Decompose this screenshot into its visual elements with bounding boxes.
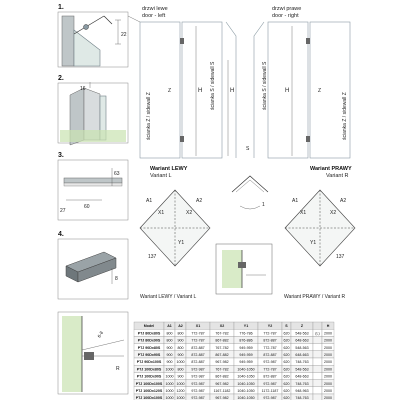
right-x1: X1 [300,210,307,216]
table-cell-text: 620 [283,360,290,365]
height-label-right: H [285,88,290,94]
table-cell-text: 972-987 [191,367,205,372]
table-cell-text: 800 [166,331,173,336]
right-y1: Y1 [310,240,317,246]
table-cell-text: 1000 [165,381,174,386]
table-cell-text: (L) [315,331,320,336]
table-cell [313,387,322,394]
table-cell-text: 748-763 [295,381,309,386]
table-cell-text: 772-787 [191,338,205,343]
table-cell-text: 2000 [324,331,332,336]
step-3-dim-b: 27 [60,208,66,214]
left-137: 137 [148,254,157,260]
table-cell-text: 1040-1050 [237,389,255,393]
profile-bar [64,178,122,183]
sidewall-z-label-left: ścianka Z / sidewall Z [146,92,152,140]
table-cell-text: 772-787 [263,367,277,372]
door-right-label-2: door - right [272,13,299,19]
table-cell-text: 2000 [324,367,332,372]
table-cell-text: 648-663 [295,338,309,343]
table-model-name: PTJ 100Dx120S [135,389,163,393]
table-cell-text: 2000 [324,389,332,393]
table-header-text: Y1 [243,324,249,329]
table-cell-text: 872-887 [263,374,277,379]
table-cell-text: 900 [166,360,173,365]
spec-table [134,322,334,400]
table-cell-text: 1000 [165,374,174,379]
screw-icon [84,25,89,30]
table-cell [313,365,322,372]
step-4-dim: 8 [115,276,118,282]
table-header-text: S [285,324,288,329]
table-cell-text: 767-782 [215,345,229,350]
height-label-left: H [198,88,203,94]
right-x2: X2 [330,210,337,216]
table-header-text: Model [143,324,155,329]
table-cell-text: 900 [166,345,173,350]
table-cell-text: 972-987 [191,396,205,400]
table-cell-text: 748-763 [295,360,309,365]
table-cell-text: 872-887 [191,345,205,350]
variant-right-bottom: Wariant PRAWY / Variant R [284,294,346,300]
table-cell-text: 948-963 [295,389,309,393]
table-header-text: A2 [178,324,183,329]
door-left-label-2: door - left [142,13,166,19]
table-cell-text: 1040-1050 [237,367,255,372]
table-cell-text: 620 [283,381,290,386]
table-cell-text: 900 [166,353,173,357]
table-cell-text: 900 [177,353,184,357]
table-cell-text: 949-959 [239,360,253,365]
table-cell-text: 620 [283,396,290,400]
table-cell-text: 620 [283,353,290,357]
table-cell-text: 2000 [324,381,332,386]
table-cell-text: 972-987 [191,381,205,386]
variant-right-title-2: Variant R [326,173,349,179]
table-cell-text: 767-782 [215,331,229,336]
step-2 [58,75,128,145]
table-cell-text: 620 [283,345,290,350]
door-left-label-1: drzwi lewe [142,6,168,12]
table-cell-text: 620 [283,374,290,379]
table-cell-text: 620 [283,331,290,336]
bottom-detail-dim: 6-8 [96,330,105,339]
table-cell-text: 620 [283,389,290,393]
table-cell [313,372,322,379]
corner-plan-top [232,176,268,192]
sidewall-z-label-right: ścianka Z / sidewall Z [342,92,348,140]
table-header-text: A1 [167,324,172,329]
table-cell-text: 872-887 [191,353,205,357]
table-cell [313,394,322,400]
floor-area [60,130,126,142]
table-cell-text: 900 [177,338,184,343]
table-cell-text: 767-782 [215,367,229,372]
table-cell-text: 772-787 [263,331,277,336]
height-label-center: H [230,88,235,94]
table-header-cell [313,322,322,329]
table-model-name: PTJ 90Dx80S [137,345,161,350]
table-cell-text: 900 [177,374,184,379]
table-cell-text: 548-563 [295,367,309,372]
left-a2: A2 [196,198,203,204]
step-1-number: 1. [58,4,64,11]
table-cell-text: 867-882 [215,338,229,343]
table-cell-text: 748-763 [295,396,309,400]
table-cell-text: 776-786 [239,331,253,336]
table-model-name: PTJ 80Dx90S [137,338,161,343]
right-a2: A2 [340,198,347,204]
variant-left-bottom: Wariant LEWY / Variant L [140,294,197,300]
table-cell-text: 800 [177,331,184,336]
table-cell-text: 772-787 [263,345,277,350]
table-cell-text: 967-982 [215,381,229,386]
step-4 [58,231,128,299]
right-a1: A1 [292,198,299,204]
left-x1: X1 [158,210,165,216]
left-y1: Y1 [178,240,185,246]
step-3-dim-c: 60 [84,204,90,210]
table-cell-text: 2000 [324,338,332,343]
dim-label-1: 1 [262,202,265,208]
s-label: S [246,146,250,152]
bottom-detail [58,312,128,394]
table-cell-text: 800 [177,345,184,350]
variant-right-title-1: Wariant PRAWY [310,166,352,172]
table-cell-text: 972-987 [263,360,277,365]
table-model-name: PTJ 100Dx100S [135,381,163,386]
step-1 [58,4,128,67]
step-2-number: 2. [58,75,64,82]
table-cell [313,380,322,387]
step-3-dim-a: 63 [114,171,120,177]
table-model-name: PTJ 90Dx90S [137,353,161,357]
table-cell-text: 872-887 [191,360,205,365]
table-cell-text: 1167-1182 [213,389,231,393]
left-a1: A1 [146,198,153,204]
step-4-number: 4. [58,231,64,238]
table-model-name: PTJ 100Dx80S [136,367,162,372]
table-cell-text: 1000 [176,381,185,386]
table-cell-text: 1000 [165,396,174,400]
table-cell-text: 1000 [176,396,185,400]
table-cell-text: 2000 [324,353,332,357]
table-cell-text: 800 [177,367,184,372]
table-cell-text: 967-982 [215,396,229,400]
z-label-right: Z [318,88,322,94]
table-cell-text: 972-987 [263,381,277,386]
step-3 [58,152,128,220]
table-cell-text: 876-886 [239,338,253,343]
table-cell-text: 949-959 [239,345,253,350]
table-cell-text: 2000 [324,374,332,379]
table-cell-text: 972-987 [191,374,205,379]
step-3-number: 3. [58,152,64,159]
table-cell-text: 1040-1050 [237,396,255,400]
table-model-name: PTJ 100Dx90S [136,374,162,379]
table-model-name: PTJ 90Dx100S [136,360,162,365]
table-header-text: X2 [219,324,225,329]
table-cell-text: 648-663 [295,353,309,357]
variant-left-title-1: Wariant LEWY [150,166,188,172]
table-cell-text: 867-882 [215,353,229,357]
z-label-left: Z [168,88,172,94]
step-2-dim: 16 [80,86,86,92]
table-cell-text: 648-663 [295,374,309,379]
table-cell-text: 1172-1187 [261,389,279,393]
table-header-text: H [326,324,330,329]
table-cell [313,344,322,351]
table-model-name: PTJ 100Dx100S [135,396,163,400]
table-cell-text: 620 [283,367,290,372]
sidewall-s-label-left: ścianka S / sidewall S [210,61,216,110]
table-cell-text: 548-563 [295,345,309,350]
table-cell-text: 620 [283,338,290,343]
table-cell-text: 1000 [176,360,185,365]
table-header-text: Y2 [267,324,273,329]
table-cell [313,358,322,365]
table-model-name: PTJ 80Dx80S [137,331,161,336]
table-cell-text: 972-987 [191,389,205,393]
right-137: 137 [336,254,345,260]
table-cell [313,336,322,343]
table-cell-text: 1040-1050 [237,374,255,379]
table-cell-text: 967-982 [215,360,229,365]
variant-plans [140,166,355,300]
table-cell-text: 548-563 [295,331,309,336]
table-cell-text: 872-887 [263,338,277,343]
table-cell-text: 1200 [176,389,185,393]
left-x2: X2 [186,210,193,216]
table-cell [313,351,322,358]
table-cell-text: 800 [166,338,173,343]
door-elevations [128,6,350,158]
table-cell-text: 949-959 [239,353,253,357]
table-cell-text: 2000 [324,360,332,365]
table-cell-text: 772-787 [191,331,205,336]
table-cell-text: 2000 [324,396,332,400]
table-cell-text: 867-882 [215,374,229,379]
bottom-detail-r: R [116,366,120,372]
sidewall-s-label-right: ścianka S / sidewall S [262,61,268,110]
variant-left-title-2: Variant L [150,173,172,179]
table-cell-text: 972-987 [263,396,277,400]
table-cell-text: 1040-1050 [237,381,255,386]
table-cell-text: 1000 [165,389,174,393]
wall-profile [62,16,74,66]
table-cell-text: 872-887 [263,353,277,357]
step-1-dim: 22 [121,32,127,38]
table-cell-text: 2000 [324,345,332,350]
table-header-text: X1 [195,324,201,329]
door-right-label-1: drzwi prawe [272,6,302,12]
table-cell-text: 1000 [165,367,174,372]
table-header-text: Z [300,324,304,329]
